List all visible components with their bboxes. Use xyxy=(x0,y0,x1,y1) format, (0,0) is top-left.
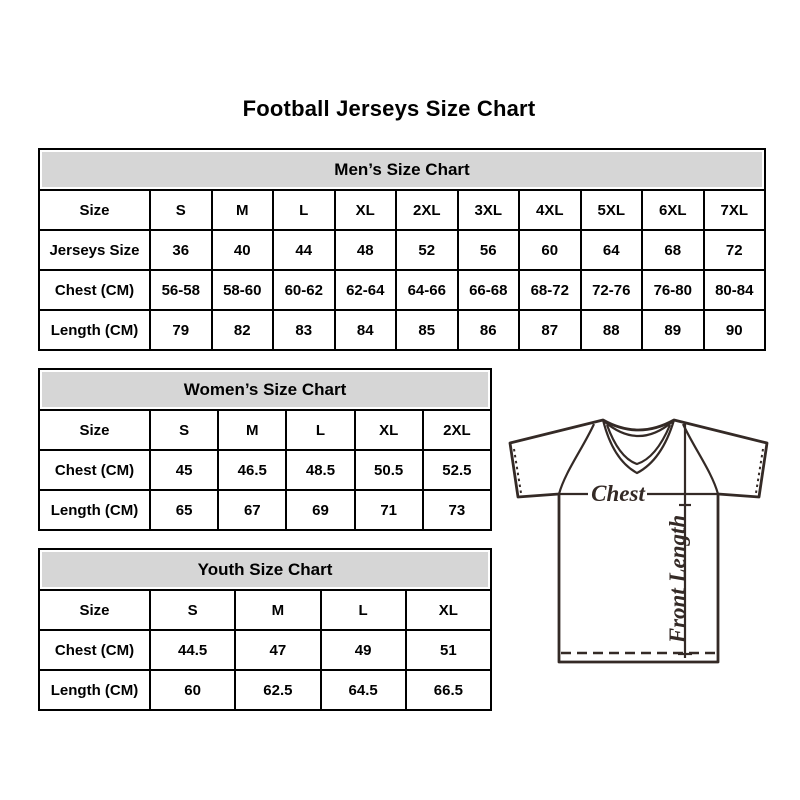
value-cell: 66.5 xyxy=(406,670,491,710)
value-cell: L xyxy=(273,190,335,230)
value-cell: 64.5 xyxy=(321,670,406,710)
value-cell: 45 xyxy=(150,450,218,490)
value-cell: 49 xyxy=(321,630,406,670)
value-cell: 64 xyxy=(581,230,643,270)
value-cell: S xyxy=(150,590,235,630)
value-cell: 80-84 xyxy=(704,270,766,310)
value-cell: 72-76 xyxy=(581,270,643,310)
value-cell: 44 xyxy=(273,230,335,270)
value-cell: 62.5 xyxy=(235,670,320,710)
value-cell: 88 xyxy=(581,310,643,350)
table-row xyxy=(39,310,765,350)
value-cell: 58-60 xyxy=(212,270,274,310)
value-cell: 66-68 xyxy=(458,270,520,310)
value-cell: S xyxy=(150,190,212,230)
value-cell: 89 xyxy=(642,310,704,350)
value-cell: 6XL xyxy=(642,190,704,230)
value-cell: 60-62 xyxy=(273,270,335,310)
value-cell: L xyxy=(286,410,354,450)
value-cell: 65 xyxy=(150,490,218,530)
table-row xyxy=(39,410,491,450)
row-label-cell: Length (CM) xyxy=(39,670,150,710)
value-cell: XL xyxy=(335,190,397,230)
table-header-row xyxy=(39,369,491,410)
value-cell: 79 xyxy=(150,310,212,350)
row-label-cell: Chest (CM) xyxy=(39,450,150,490)
value-cell: XL xyxy=(406,590,491,630)
table-header-row xyxy=(39,549,491,590)
value-cell: 72 xyxy=(704,230,766,270)
value-cell: 87 xyxy=(519,310,581,350)
table-row xyxy=(39,490,491,530)
value-cell: 83 xyxy=(273,310,335,350)
table-row xyxy=(39,590,491,630)
mens-size-chart-table xyxy=(38,148,766,351)
jersey-outline xyxy=(510,420,767,662)
value-cell: 82 xyxy=(212,310,274,350)
value-cell: 47 xyxy=(235,630,320,670)
front-length-label: Front Length xyxy=(665,514,690,644)
value-cell: 48.5 xyxy=(286,450,354,490)
value-cell: 56-58 xyxy=(150,270,212,310)
row-label-cell: Size xyxy=(39,190,150,230)
value-cell: 90 xyxy=(704,310,766,350)
chest-label: Chest xyxy=(591,481,645,506)
value-cell: 44.5 xyxy=(150,630,235,670)
value-cell: 60 xyxy=(519,230,581,270)
value-cell: 52.5 xyxy=(423,450,491,490)
jersey-measurement-diagram xyxy=(495,408,785,678)
page-title: Football Jerseys Size Chart xyxy=(242,96,536,121)
table-row xyxy=(39,270,765,310)
value-cell: 51 xyxy=(406,630,491,670)
value-cell: S xyxy=(150,410,218,450)
value-cell: 84 xyxy=(335,310,397,350)
womens-table-title: Women’s Size Chart xyxy=(39,369,491,410)
value-cell: 69 xyxy=(286,490,354,530)
value-cell: 68 xyxy=(642,230,704,270)
value-cell: 73 xyxy=(423,490,491,530)
value-cell: 2XL xyxy=(423,410,491,450)
value-cell: 36 xyxy=(150,230,212,270)
row-label-cell: Length (CM) xyxy=(39,490,150,530)
value-cell: M xyxy=(212,190,274,230)
value-cell: L xyxy=(321,590,406,630)
value-cell: 62-64 xyxy=(335,270,397,310)
value-cell: 67 xyxy=(218,490,286,530)
value-cell: 5XL xyxy=(581,190,643,230)
value-cell: 71 xyxy=(355,490,423,530)
table-row xyxy=(39,630,491,670)
value-cell: 40 xyxy=(212,230,274,270)
value-cell: M xyxy=(218,410,286,450)
value-cell: 52 xyxy=(396,230,458,270)
value-cell: 3XL xyxy=(458,190,520,230)
row-label-cell: Chest (CM) xyxy=(39,630,150,670)
value-cell: 85 xyxy=(396,310,458,350)
value-cell: 56 xyxy=(458,230,520,270)
value-cell: M xyxy=(235,590,320,630)
value-cell: 50.5 xyxy=(355,450,423,490)
value-cell: XL xyxy=(355,410,423,450)
youth-table-title: Youth Size Chart xyxy=(39,549,491,590)
value-cell: 60 xyxy=(150,670,235,710)
womens-size-chart-table xyxy=(38,368,492,531)
row-label-cell: Length (CM) xyxy=(39,310,150,350)
table-row xyxy=(39,190,765,230)
value-cell: 46.5 xyxy=(218,450,286,490)
value-cell: 86 xyxy=(458,310,520,350)
value-cell: 2XL xyxy=(396,190,458,230)
value-cell: 4XL xyxy=(519,190,581,230)
table-row xyxy=(39,230,765,270)
value-cell: 7XL xyxy=(704,190,766,230)
value-cell: 64-66 xyxy=(396,270,458,310)
row-label-cell: Jerseys Size xyxy=(39,230,150,270)
table-row xyxy=(39,670,491,710)
value-cell: 48 xyxy=(335,230,397,270)
youth-size-chart-table xyxy=(38,548,492,711)
value-cell: 76-80 xyxy=(642,270,704,310)
table-row xyxy=(39,450,491,490)
row-label-cell: Chest (CM) xyxy=(39,270,150,310)
value-cell: 68-72 xyxy=(519,270,581,310)
mens-table-title: Men’s Size Chart xyxy=(39,149,765,190)
row-label-cell: Size xyxy=(39,590,150,630)
table-header-row xyxy=(39,149,765,190)
row-label-cell: Size xyxy=(39,410,150,450)
